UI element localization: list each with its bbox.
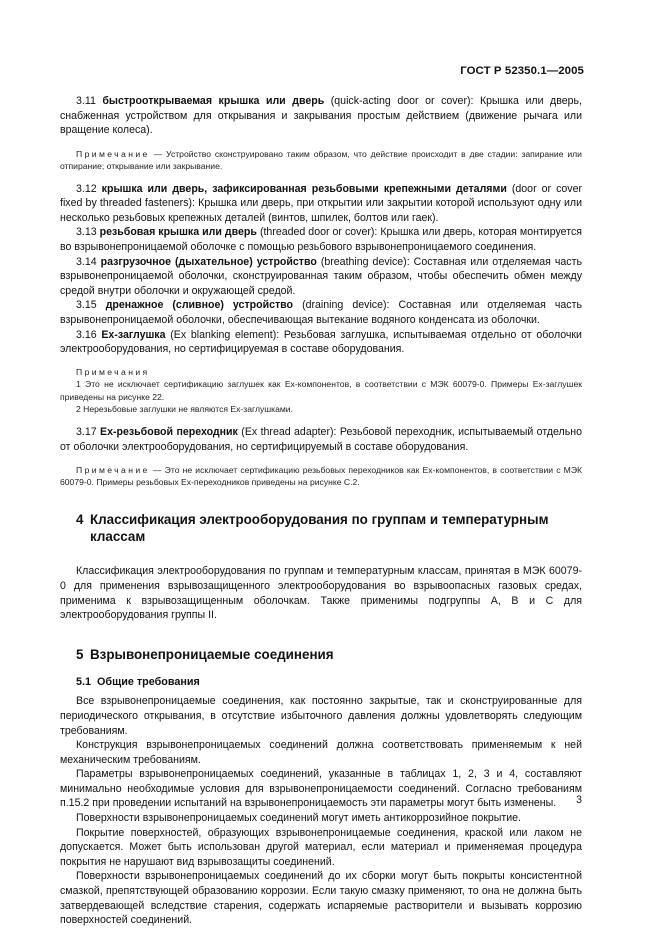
clause-number: 3.17 [76,426,97,439]
definition-3-16 [60,328,582,357]
note-label: Примечание [76,464,150,475]
definition-3-17 [60,425,582,454]
defined-term: разгрузочное (дыхательное) устройство [100,255,317,268]
clause-number: 3.12 [76,182,97,195]
note-text: — Устройство сконструировано таким образом, что действие происходит в две стадии: запирание или отпирание; открывание или закрывание. [60,148,582,172]
defined-term: резьбовая крышка или дверь [99,226,257,239]
definition-text: (breathing device): Составная или отделяемая часть взрывонепроницаемой оболочки, сконструированная таким образом, чтобы обеспечить обмен между средой внутри оболочки и окружающей средой. [60,255,582,297]
definition-text: (door or cover fixed by threaded fasteners): Крышка или дверь, при открытии или закрытии которой используют одну или несколько резьбовых крепежных деталей (винтов, шпилек, болтов или гаек). [60,182,582,224]
note-3-17 [60,464,582,489]
definition-3-13 [60,225,582,254]
note-3-11 [60,148,582,173]
defined-term: Ex-заглушка [101,328,166,341]
defined-term: быстрооткрываемая крышка или дверь [102,95,325,107]
definition-text: (Ex blanking element): Резьбовая заглушка, испытываемая отдельно от оболочки электрооборудования, но сертифицируемая в составе оборудования. [60,328,582,356]
section-5-heading [60,646,582,663]
defined-term: Ex-резьбовой переходник [100,426,238,439]
notes-label: Примечания [76,366,150,377]
section-5-paragraph: Покрытие поверхностей, образующих взрывонепроницаемые соединения, краской или лаком не допускается. Может быть использован другой материал, если материал и применяемая процедура покрытия не нарушают вид взрывозащиты соединений. [60,826,582,868]
definition-3-11 [60,94,582,138]
standard-code-header: ГОСТ Р 52350.1—2005 [460,65,584,77]
note-label: Примечание [76,148,150,159]
section-5-paragraph: Поверхности взрывонепроницаемых соединений до их сборки могут быть покрыты консистентной смазкой, препятствующей образованию коррозии. Если такую смазку применяют, то она не должна быть затвердевающей вследствие старения, содержать испаряемые растворители и вызывать коррозию поверхностей соединений. [60,870,582,927]
defined-term: дренажное (сливное) устройство [105,299,294,312]
note-item-1: 1 Это не исключает сертификацию заглушек как Ex-компонентов, в соответствии с МЭК 60079-0. Примеры Ex-заглушек приведены на рисунке 22. [60,379,582,402]
page-content [60,94,582,928]
section-4-heading [60,511,582,545]
page-number: 3 [576,794,582,806]
clause-number: 3.15 [76,299,97,312]
definition-3-14 [60,255,582,299]
definition-3-15 [60,298,582,327]
clause-number: 3.14 [76,255,97,268]
section-title: Взрывонепроницаемые соединения [90,646,334,662]
clause-number: 3.16 [76,328,97,341]
definition-text: (Ex thread adapter): Резьбовой переходник, испытываемый отдельно от оболочки электрооборудования, но сертифицируемый в составе оборудования. [60,426,582,453]
section-number: 5 [76,646,84,662]
subsection-number: 5.1 [76,675,92,688]
definition-text: (quick-acting door or cover): Крышка или дверь, снабженная устройством для открывания и закрывания простым действием (движение рычага или вращение колеса). [60,95,582,137]
section-5-paragraph: Поверхности взрывонепроницаемых соединений могут иметь антикоррозийное покрытие. [76,812,521,825]
definition-text: (draining device): Составная или отделяемая часть взрывонепроницаемой оболочки, обеспечивающая вытекание водяного конденсата из оболочки. [60,299,582,326]
definition-3-12 [60,182,582,226]
section-5-paragraph: Все взрывонепроницаемые соединения, как постоянно закрытые, так и сконструированные для периодического открывания, в отсутствие избыточного давления должны удовлетворять следующим требованиям. [60,695,582,737]
section-4-body: Классификация электрооборудования по группам и температурным классам, принятая в МЭК 60079-0 для применения взрывозащищенного электрооборудования во взрывоопасных газовых средах, применима к взрывозащищенным оболочкам. Также применимы подгруппы А, В и С для электрооборудования группы II. [60,565,582,622]
definition-text: (threaded door or cover): Крышка или дверь, которая монтируется во взрывонепроницаемой оболочке с помощью резьбового взрывонепроницаемого соединения. [60,226,582,253]
clause-number: 3.11 [76,95,96,107]
section-title: Классификация электрооборудования по группам и температурным классам [90,512,549,545]
section-5-paragraph: Конструкция взрывонепроницаемых соединений должна соответствовать применяемым к ней механическим требованиям. [60,739,582,766]
subsection-title: Общие требования [97,675,200,688]
clause-number: 3.13 [76,226,97,239]
subsection-5-1-heading [60,675,582,690]
defined-term: крышка или дверь, зафиксированная резьбовыми крепежными деталями [101,182,507,195]
note-text: — Это не исключает сертификацию резьбовых переходников как Ex-компонентов, в соответствии с МЭК 60079-0. Примеры резьбовых Ex-переходников приведены на рисунке С.2. [60,464,583,487]
note-item-2: 2 Нерезьбовые заглушки не являются Ex-заглушками. [76,403,293,414]
section-5-paragraph: Параметры взрывонепроницаемых соединений, указанные в таблицах 1, 2, 3 и 4, составляют минимально необходимые условия для взрывонепроницаемости соединений. Согласно требованиям п.15.2 при проведении испытаний на взрывонепроницаемость эти параметры могут быть изменены. [60,768,582,810]
section-number: 4 [76,512,84,528]
